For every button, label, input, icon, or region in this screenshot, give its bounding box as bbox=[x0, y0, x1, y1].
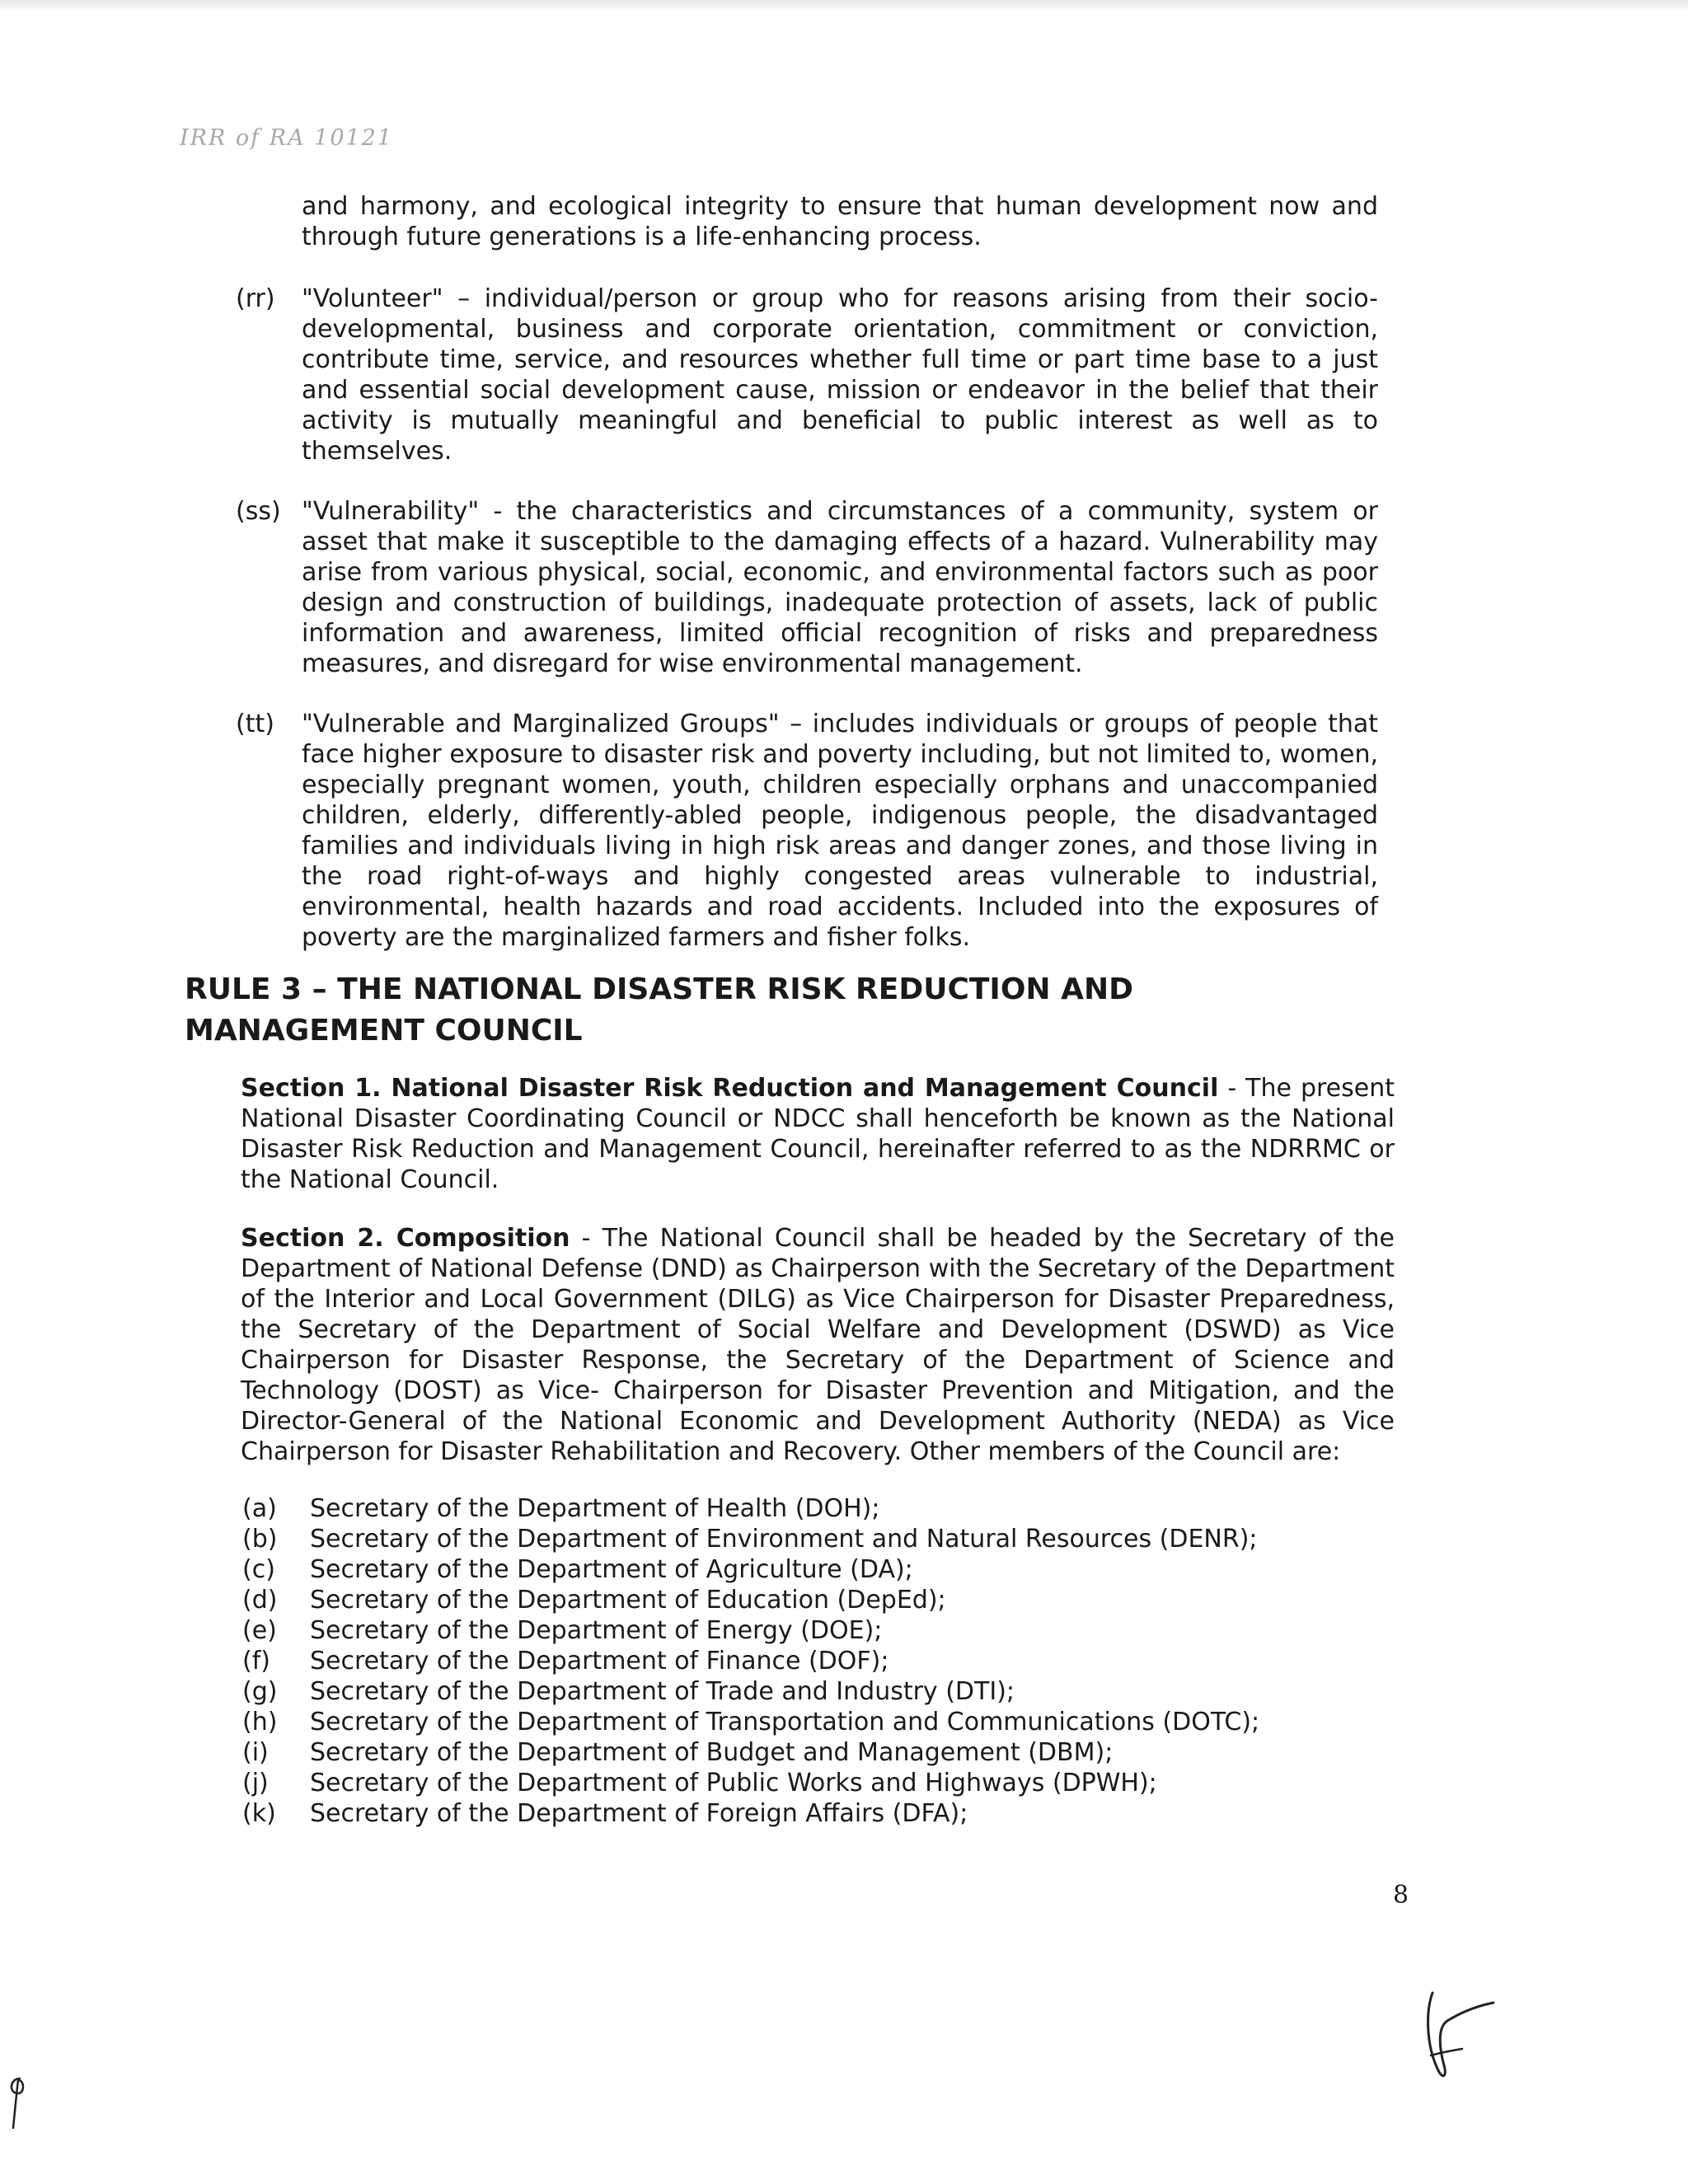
list-item-label: (a) bbox=[242, 1494, 277, 1523]
scan-edge-shading bbox=[0, 0, 1688, 12]
list-item-label: (i) bbox=[242, 1738, 269, 1767]
definition-volunteer bbox=[302, 284, 1378, 466]
definition-vulnerable-groups bbox=[302, 709, 1378, 953]
list-item bbox=[242, 1646, 1259, 1676]
list-item-text: Secretary of the Department of Budget and Management (DBM); bbox=[310, 1738, 1114, 1767]
list-item bbox=[242, 1493, 1259, 1524]
list-item-text: Secretary of the Department of Health (DOH); bbox=[310, 1494, 880, 1523]
handwritten-initial-signature bbox=[1401, 1986, 1500, 2093]
list-item-text: Secretary of the Department of Foreign Affairs (DFA); bbox=[310, 1799, 968, 1828]
list-item bbox=[242, 1585, 1259, 1615]
list-item-text: Secretary of the Department of Agriculture (DA); bbox=[310, 1555, 913, 1584]
definition-text: "Vulnerability" - the characteristics and circumstances of a community, system or asset that make it susceptible to the damaging effects of a hazard. Vulnerability may arise from various physical, social, economic, and environmental factors such as poor design and construction of buildings, inadequate protection of assets, lack of public information and awareness, limited official recognition of risks and preparedness measures, and disregard for wise environmental management. bbox=[302, 497, 1378, 678]
document-reference-header: IRR of RA 10121 bbox=[180, 125, 394, 151]
list-item bbox=[242, 1707, 1259, 1737]
list-item bbox=[242, 1524, 1259, 1554]
list-item-text: Secretary of the Department of Education (DepEd); bbox=[310, 1586, 946, 1615]
rule-heading bbox=[185, 969, 1223, 1052]
list-item-text: Secretary of the Department of Public Works and Highways (DPWH); bbox=[310, 1769, 1157, 1797]
section-2 bbox=[241, 1223, 1395, 1467]
list-item-text: Secretary of the Department of Environment and Natural Resources (DENR); bbox=[310, 1525, 1258, 1554]
handwritten-margin-initial bbox=[2, 2069, 35, 2135]
section-1-title: Section 1. National Disaster Risk Reduction and Management Council bbox=[241, 1074, 1219, 1103]
definition-label-ss: (ss) bbox=[236, 497, 281, 526]
section-2-title: Section 2. Composition bbox=[241, 1224, 570, 1253]
council-members-list bbox=[242, 1493, 1259, 1829]
list-item-label: (b) bbox=[242, 1525, 278, 1554]
list-item-label: (e) bbox=[242, 1616, 277, 1645]
list-item bbox=[242, 1554, 1259, 1585]
list-item-label: (k) bbox=[242, 1799, 276, 1828]
list-item bbox=[242, 1676, 1259, 1707]
list-item-text: Secretary of the Department of Trade and Industry (DTI); bbox=[310, 1677, 1015, 1706]
list-item bbox=[242, 1798, 1259, 1829]
definition-text: "Volunteer" – individual/person or group who for reasons arising from their socio-developmental, business and corporate orientation, commitment or conviction, contribute time, service, and resources whether full time or part time base to a just and essential social development cause, mission or endeavor in the belief that their activity is mutually meaningful and beneficial to public interest as well as to themselves. bbox=[302, 284, 1378, 466]
list-item-label: (f) bbox=[242, 1647, 270, 1675]
continuation-text: and harmony, and ecological integrity to ensure that human development now and through future generations is a life-enhancing process. bbox=[302, 192, 1378, 251]
definition-text: "Vulnerable and Marginalized Groups" – includes individuals or groups of people that face higher exposure to disaster risk and poverty including, but not limited to, women, especially pregnant women, youth, children especially orphans and unaccompanied children, elderly, differently-abled people, indigenous people, the disadvantaged families and individuals living in high risk areas and danger zones, and those living in the road right-of-ways and highly congested areas vulnerable to industrial, environmental, health hazards and road accidents. Included into the exposures of poverty are the marginalized farmers and fisher folks. bbox=[302, 710, 1378, 952]
list-item bbox=[242, 1615, 1259, 1646]
list-item bbox=[242, 1737, 1259, 1768]
rule-heading-line1: RULE 3 – THE NATIONAL DISASTER RISK REDUCTION AND bbox=[185, 972, 1133, 1006]
definition-vulnerability bbox=[302, 496, 1378, 679]
section-1-text: - The present National Disaster Coordinating Council or NDCC shall henceforth be known as the National Disaster Risk Reduction and Management Council, hereinafter referred to as the NDRRMC or the National Council. bbox=[241, 1074, 1395, 1194]
list-item-label: (j) bbox=[242, 1769, 269, 1797]
page-number: 8 bbox=[1393, 1881, 1409, 1910]
section-1 bbox=[241, 1073, 1395, 1195]
list-item-text: Secretary of the Department of Transportation and Communications (DOTC); bbox=[310, 1708, 1260, 1736]
list-item bbox=[242, 1768, 1259, 1798]
list-item-label: (d) bbox=[242, 1586, 278, 1615]
list-item-text: Secretary of the Department of Energy (DOE); bbox=[310, 1616, 883, 1645]
list-item-label: (g) bbox=[242, 1677, 278, 1706]
definition-label-rr: (rr) bbox=[236, 284, 275, 313]
rule-heading-line2: MANAGEMENT COUNCIL bbox=[185, 1014, 583, 1047]
list-item-text: Secretary of the Department of Finance (DOF); bbox=[310, 1647, 889, 1675]
definition-label-tt: (tt) bbox=[236, 710, 274, 738]
continuation-paragraph bbox=[302, 191, 1378, 252]
section-2-text: - The National Council shall be headed by the Secretary of the Department of National Defense (DND) as Chairperson with the Secretary of the Department of the Interior and Local Government (DILG) as Vice Chairperson for Disaster Preparedness, the Secretary of the Department of Social Welfare and Development (DSWD) as Vice Chairperson for Disaster Response, the Secretary of the Department of Science and Technology (DOST) as Vice- Chairperson for Disaster Prevention and Mitigation, and the Director-General of the National Economic and Development Authority (NEDA) as Vice Chairperson for Disaster Rehabilitation and Recovery. Other members of the Council are: bbox=[241, 1224, 1395, 1466]
list-item-label: (h) bbox=[242, 1708, 278, 1736]
list-item-label: (c) bbox=[242, 1555, 275, 1584]
